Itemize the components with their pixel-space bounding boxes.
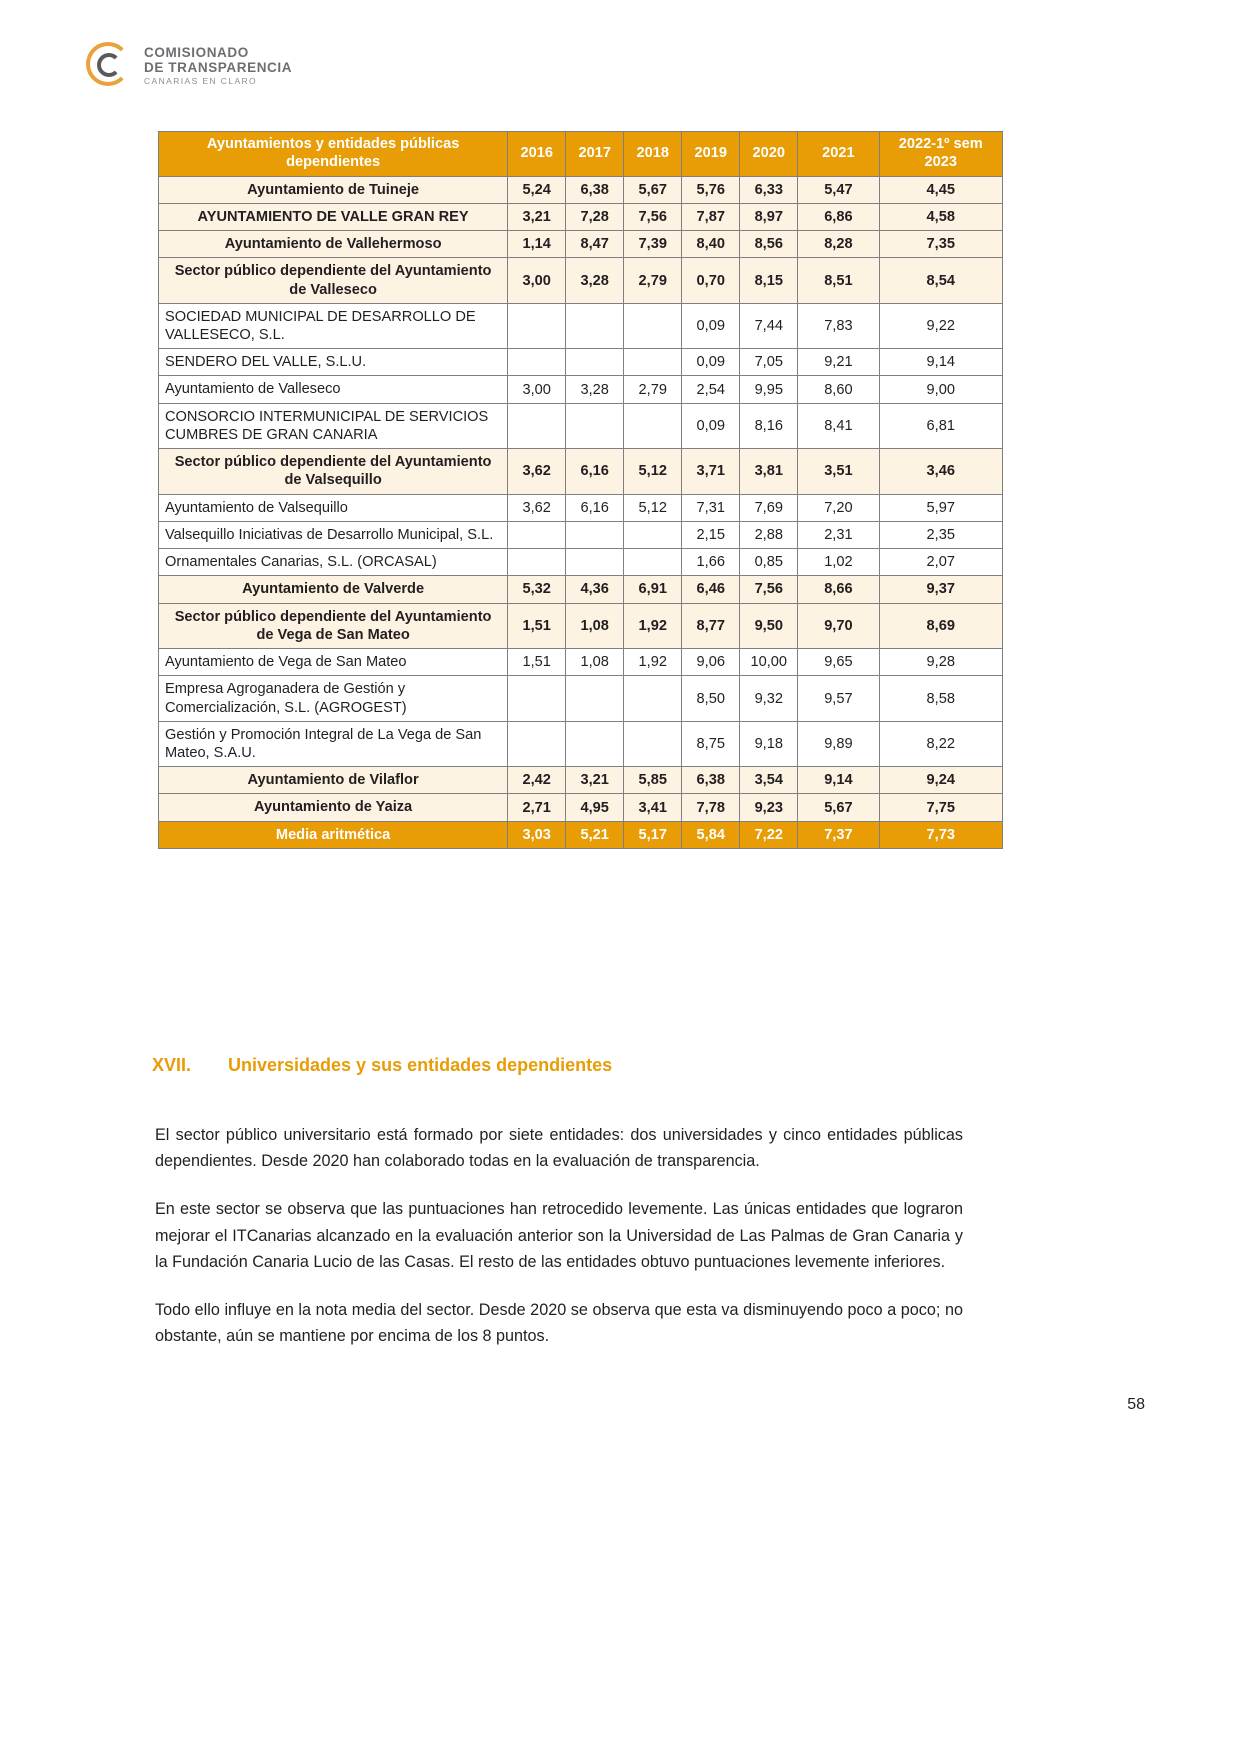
cell-score: [624, 303, 682, 348]
organization-logo: [86, 42, 292, 90]
cell-score: [508, 676, 566, 721]
logo-line-3: CANARIAS EN CLARO: [144, 76, 258, 87]
cell-score: 1,14: [508, 231, 566, 258]
cell-score: 6,38: [566, 176, 624, 203]
cell-score: 7,56: [740, 576, 798, 603]
table-row: [159, 721, 1003, 766]
cell-score: 7,83: [798, 303, 879, 348]
table-row: [159, 576, 1003, 603]
cell-score: 4,36: [566, 576, 624, 603]
table-row: [159, 549, 1003, 576]
cell-score: 9,22: [879, 303, 1002, 348]
cell-score: 7,20: [798, 494, 879, 521]
cell-score: [624, 521, 682, 548]
cell-score: [508, 521, 566, 548]
table-row: [159, 794, 1003, 821]
cell-score: 7,73: [879, 821, 1002, 848]
table-row: [159, 649, 1003, 676]
section-heading: [152, 1055, 972, 1076]
table-row: [159, 303, 1003, 348]
cell-score: 3,03: [508, 821, 566, 848]
cell-score: [566, 349, 624, 376]
cell-score: 2,07: [879, 549, 1002, 576]
table-row: [159, 403, 1003, 448]
cell-score: 6,86: [798, 203, 879, 230]
table-row: [159, 203, 1003, 230]
cell-score: 8,16: [740, 403, 798, 448]
cell-score: 4,95: [566, 794, 624, 821]
cell-score: 6,38: [682, 767, 740, 794]
cell-score: [508, 549, 566, 576]
column-header-2018: 2018: [624, 132, 682, 177]
cell-score: 6,33: [740, 176, 798, 203]
cell-entity-name: Ayuntamiento de Vega de San Mateo: [159, 649, 508, 676]
cell-entity-name: Valsequillo Iniciativas de Desarrollo Municipal, S.L.: [159, 521, 508, 548]
cell-score: 6,16: [566, 449, 624, 494]
cell-score: 8,77: [682, 603, 740, 648]
cell-score: 3,00: [508, 376, 566, 403]
cell-entity-name: Sector público dependiente del Ayuntamiento de Vega de San Mateo: [159, 603, 508, 648]
paragraph-1: El sector público universitario está formado por siete entidades: dos universidades y cinco entidades públicas dependientes. Desde 2020 han colaborado todas en la evaluación de transparencia.: [155, 1126, 963, 1171]
table-row: [159, 231, 1003, 258]
table-row: [159, 449, 1003, 494]
cell-score: 8,58: [879, 676, 1002, 721]
cell-score: 8,47: [566, 231, 624, 258]
cell-score: [508, 721, 566, 766]
cell-score: 3,62: [508, 449, 566, 494]
cell-score: 9,06: [682, 649, 740, 676]
cell-score: 7,87: [682, 203, 740, 230]
cell-score: [566, 676, 624, 721]
cell-score: 1,51: [508, 603, 566, 648]
cell-score: 8,40: [682, 231, 740, 258]
cell-score: 3,62: [508, 494, 566, 521]
cell-entity-name: SOCIEDAD MUNICIPAL DE DESARROLLO DE VALLESECO, S.L.: [159, 303, 508, 348]
column-header-2016: 2016: [508, 132, 566, 177]
cell-score: 0,70: [682, 258, 740, 303]
table-row: [159, 258, 1003, 303]
cell-score: 2,35: [879, 521, 1002, 548]
cell-score: 9,70: [798, 603, 879, 648]
cell-score: 9,65: [798, 649, 879, 676]
cell-score: [624, 549, 682, 576]
cell-score: 9,28: [879, 649, 1002, 676]
cell-score: 7,05: [740, 349, 798, 376]
table-header-row: [159, 132, 1003, 177]
cell-score: [508, 303, 566, 348]
cell-score: 6,16: [566, 494, 624, 521]
table-row: [159, 494, 1003, 521]
cell-score: 8,22: [879, 721, 1002, 766]
column-header-2019: 2019: [682, 132, 740, 177]
cell-score: 3,71: [682, 449, 740, 494]
cell-score: 8,75: [682, 721, 740, 766]
cell-score: 9,37: [879, 576, 1002, 603]
cell-entity-name: Ayuntamiento de Valleseco: [159, 376, 508, 403]
cell-score: 9,00: [879, 376, 1002, 403]
page-number: 58: [1127, 1396, 1145, 1413]
cell-entity-name: AYUNTAMIENTO DE VALLE GRAN REY: [159, 203, 508, 230]
cell-score: 3,00: [508, 258, 566, 303]
cell-score: 3,46: [879, 449, 1002, 494]
paragraph-3: Todo ello influye en la nota media del sector. Desde 2020 se observa que esta va disminuyendo poco a poco; no obstante, aún se mantiene por encima de los 8 puntos.: [155, 1301, 963, 1346]
table-row: [159, 376, 1003, 403]
cell-score: 5,97: [879, 494, 1002, 521]
table-body: [159, 176, 1003, 848]
cell-entity-name: SENDERO DEL VALLE, S.L.U.: [159, 349, 508, 376]
cell-score: 5,12: [624, 449, 682, 494]
cell-score: 2,42: [508, 767, 566, 794]
cell-score: 7,44: [740, 303, 798, 348]
cell-score: [566, 403, 624, 448]
cell-score: 8,66: [798, 576, 879, 603]
cell-score: 10,00: [740, 649, 798, 676]
cell-score: 1,92: [624, 649, 682, 676]
logo-wordmark: [144, 45, 292, 87]
cell-score: [508, 403, 566, 448]
cell-entity-name: Ayuntamiento de Vallehermoso: [159, 231, 508, 258]
cell-entity-name: Ayuntamiento de Yaiza: [159, 794, 508, 821]
cell-score: 1,02: [798, 549, 879, 576]
cell-score: 6,46: [682, 576, 740, 603]
cell-score: 8,60: [798, 376, 879, 403]
cell-score: 1,92: [624, 603, 682, 648]
cell-score: 5,17: [624, 821, 682, 848]
cell-score: 3,54: [740, 767, 798, 794]
cell-score: 9,21: [798, 349, 879, 376]
cell-score: 9,23: [740, 794, 798, 821]
cell-score: 5,85: [624, 767, 682, 794]
cell-score: 3,81: [740, 449, 798, 494]
cell-score: 3,21: [566, 767, 624, 794]
cell-entity-name: Ornamentales Canarias, S.L. (ORCASAL): [159, 549, 508, 576]
column-header-2022-2023: 2022-1º sem 2023: [879, 132, 1002, 177]
cell-score: 8,15: [740, 258, 798, 303]
cell-score: 6,81: [879, 403, 1002, 448]
cell-score: 9,14: [879, 349, 1002, 376]
cell-score: 1,66: [682, 549, 740, 576]
cell-score: 9,32: [740, 676, 798, 721]
cell-score: 9,89: [798, 721, 879, 766]
cell-score: 0,09: [682, 349, 740, 376]
cell-score: 7,78: [682, 794, 740, 821]
cell-entity-name: CONSORCIO INTERMUNICIPAL DE SERVICIOS CUMBRES DE GRAN CANARIA: [159, 403, 508, 448]
cell-score: 7,56: [624, 203, 682, 230]
cell-score: 1,08: [566, 603, 624, 648]
cell-score: 7,31: [682, 494, 740, 521]
cell-score: 7,69: [740, 494, 798, 521]
cell-score: 5,67: [624, 176, 682, 203]
table-header: [159, 132, 1003, 177]
cell-entity-name: Sector público dependiente del Ayuntamiento de Valsequillo: [159, 449, 508, 494]
cell-score: 5,12: [624, 494, 682, 521]
cell-score: 5,32: [508, 576, 566, 603]
section-title: Universidades y sus entidades dependientes: [228, 1055, 613, 1075]
table-row: [159, 603, 1003, 648]
cell-score: 1,08: [566, 649, 624, 676]
cell-score: 0,85: [740, 549, 798, 576]
cell-score: 2,79: [624, 258, 682, 303]
column-header-2021: 2021: [798, 132, 879, 177]
cell-score: 5,67: [798, 794, 879, 821]
table-row: [159, 676, 1003, 721]
cell-score: 2,31: [798, 521, 879, 548]
cell-score: [566, 549, 624, 576]
cell-score: 2,54: [682, 376, 740, 403]
cell-score: 9,14: [798, 767, 879, 794]
cell-score: 9,18: [740, 721, 798, 766]
logo-c-mark-icon: [86, 42, 134, 90]
cell-score: 5,47: [798, 176, 879, 203]
cell-score: 8,51: [798, 258, 879, 303]
cell-entity-name: Ayuntamiento de Valverde: [159, 576, 508, 603]
cell-score: 0,09: [682, 403, 740, 448]
cell-score: 9,50: [740, 603, 798, 648]
cell-entity-name: Media aritmética: [159, 821, 508, 848]
cell-score: 9,95: [740, 376, 798, 403]
cell-score: 7,22: [740, 821, 798, 848]
cell-score: [624, 676, 682, 721]
section-number: XVII.: [152, 1055, 192, 1075]
table-row: [159, 821, 1003, 848]
cell-entity-name: Ayuntamiento de Valsequillo: [159, 494, 508, 521]
cell-score: 5,24: [508, 176, 566, 203]
cell-entity-name: Ayuntamiento de Tuineje: [159, 176, 508, 203]
cell-score: 0,09: [682, 303, 740, 348]
cell-score: 6,91: [624, 576, 682, 603]
cell-score: 7,37: [798, 821, 879, 848]
cell-score: 4,45: [879, 176, 1002, 203]
cell-score: 3,51: [798, 449, 879, 494]
cell-score: [624, 349, 682, 376]
table-row: [159, 349, 1003, 376]
paragraph-2: En este sector se observa que las puntuaciones han retrocedido levemente. Las únicas entidades que lograron mejorar el ITCanarias alcanzado en la evaluación anterior son la Universidad de Las Palmas de Gran Canaria y la Fundación Canaria Lucio de las Casas. El resto de las entidades obtuvo puntuaciones levemente inferiores.: [155, 1200, 963, 1271]
cell-score: 2,71: [508, 794, 566, 821]
cell-score: 8,97: [740, 203, 798, 230]
cell-score: [624, 403, 682, 448]
cell-score: 4,58: [879, 203, 1002, 230]
cell-score: 8,28: [798, 231, 879, 258]
cell-score: 7,35: [879, 231, 1002, 258]
cell-score: 8,56: [740, 231, 798, 258]
cell-entity-name: Gestión y Promoción Integral de La Vega de San Mateo, S.A.U.: [159, 721, 508, 766]
scores-table-container: [158, 131, 1003, 849]
cell-score: 8,69: [879, 603, 1002, 648]
scores-table: [158, 131, 1003, 849]
table-row: [159, 521, 1003, 548]
cell-score: 2,79: [624, 376, 682, 403]
cell-entity-name: Empresa Agroganadera de Gestión y Comercialización, S.L. (AGROGEST): [159, 676, 508, 721]
table-row: [159, 176, 1003, 203]
cell-score: 9,57: [798, 676, 879, 721]
cell-score: 3,41: [624, 794, 682, 821]
cell-score: 8,41: [798, 403, 879, 448]
cell-score: 7,75: [879, 794, 1002, 821]
cell-score: 2,88: [740, 521, 798, 548]
cell-score: 2,15: [682, 521, 740, 548]
cell-score: 5,76: [682, 176, 740, 203]
table-row: [159, 767, 1003, 794]
cell-score: 3,28: [566, 376, 624, 403]
column-header-2017: 2017: [566, 132, 624, 177]
cell-score: 8,54: [879, 258, 1002, 303]
column-header-entity: Ayuntamientos y entidades públicas dependientes: [159, 132, 508, 177]
cell-score: 5,21: [566, 821, 624, 848]
body-text: [155, 1122, 963, 1372]
cell-score: [566, 303, 624, 348]
cell-score: 8,50: [682, 676, 740, 721]
cell-score: 3,28: [566, 258, 624, 303]
logo-line-2: DE TRANSPARENCIA: [144, 60, 293, 76]
cell-score: 5,84: [682, 821, 740, 848]
cell-score: 3,21: [508, 203, 566, 230]
cell-score: 9,24: [879, 767, 1002, 794]
column-header-2020: 2020: [740, 132, 798, 177]
cell-entity-name: Sector público dependiente del Ayuntamiento de Valleseco: [159, 258, 508, 303]
cell-score: 1,51: [508, 649, 566, 676]
cell-score: [508, 349, 566, 376]
logo-line-1: COMISIONADO: [144, 45, 249, 61]
cell-entity-name: Ayuntamiento de Vilaflor: [159, 767, 508, 794]
cell-score: [624, 721, 682, 766]
cell-score: 7,39: [624, 231, 682, 258]
cell-score: [566, 521, 624, 548]
cell-score: [566, 721, 624, 766]
cell-score: 7,28: [566, 203, 624, 230]
